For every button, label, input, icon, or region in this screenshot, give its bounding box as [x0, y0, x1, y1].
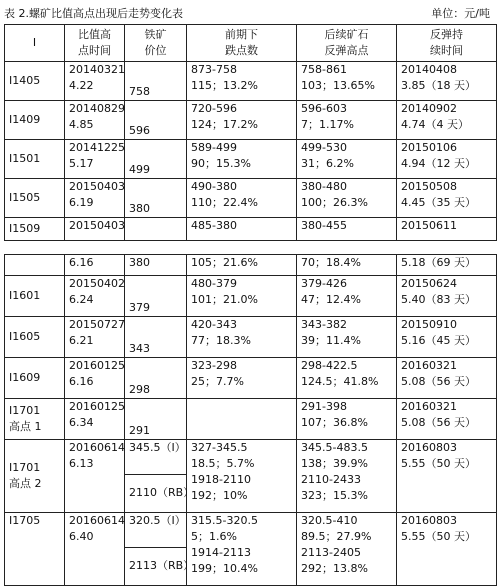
contract-cell-text: I1505	[9, 191, 41, 204]
table-row	[5, 358, 497, 399]
ore-price-rb: 2113（RB）	[129, 559, 195, 572]
rebound-high-cell-text: 380-480	[301, 180, 347, 193]
contract-cell-text: I1701	[9, 461, 41, 474]
ratio-time-cell-text: 5.17	[69, 157, 94, 170]
prior-drop-cell	[187, 218, 297, 241]
prior-drop-cell-text: 490-380	[191, 180, 237, 193]
ore-price-cell	[125, 399, 187, 440]
ore-price-cell-text: 343	[129, 342, 150, 355]
ratio-time-cell	[65, 513, 125, 586]
prior-drop-cell-text: 485-380	[191, 219, 237, 232]
rebound-high-cell-text: 345.5-483.5	[301, 441, 368, 454]
ratio-time-cell-text: 20150402	[69, 277, 125, 290]
rebound-duration-cell-text: 5.16（45 天）	[401, 334, 476, 347]
prior-drop-cell-text: 873-758	[191, 63, 237, 76]
prior-drop-cell	[187, 358, 297, 399]
header-ratio-time-text: 比值高	[78, 28, 111, 41]
header-rebound-duration-text: 反弹持	[430, 28, 463, 41]
ore-price-cell	[125, 440, 195, 513]
ore-price-cell	[125, 317, 187, 358]
ratio-time-cell	[65, 440, 125, 513]
table-part-2	[4, 254, 497, 586]
ratio-time-cell-text: 6.13	[69, 457, 94, 470]
ore-price-i: 320.5（I）	[125, 513, 186, 548]
ratio-time-cell-text: 20141225	[69, 141, 125, 154]
contract-cell	[5, 62, 65, 101]
ore-price-cell	[125, 358, 187, 399]
prior-drop-cell-text: 589-499	[191, 141, 237, 154]
prior-drop-cell-text: 124；17.2%	[191, 118, 258, 131]
contract-cell-text: 高点 1	[9, 420, 42, 433]
prior-drop-cell-text: 1914-2113	[191, 546, 251, 559]
contract-cell-text: I1601	[9, 289, 41, 302]
rebound-high-cell	[297, 513, 397, 586]
rebound-duration-cell-text: 5.55（50 天）	[401, 530, 476, 543]
rebound-duration-cell	[397, 218, 497, 241]
rebound-high-cell-text: 291-398	[301, 400, 347, 413]
contract-cell	[5, 140, 65, 179]
prior-drop-cell-text: 480-379	[191, 277, 237, 290]
header-ore-price	[125, 25, 187, 62]
header-ore-price-text: 价位	[144, 44, 167, 57]
ore-price-cell-text: 380	[129, 202, 150, 215]
rebound-duration-cell-text: 5.18（69 天）	[401, 256, 476, 269]
rebound-duration-cell-text: 20150910	[401, 318, 457, 331]
prior-drop-cell-text: 5；1.6%	[191, 530, 237, 543]
rebound-duration-cell-text: 20150106	[401, 141, 457, 154]
rebound-duration-cell-text: 20160321	[401, 359, 457, 372]
contract-cell-text: I1409	[9, 113, 41, 126]
rebound-duration-cell-text: 4.45（35 天）	[401, 196, 476, 209]
rebound-high-cell-text: 292；13.8%	[301, 562, 368, 575]
header-ratio-time-text: 点时间	[78, 44, 111, 57]
rebound-duration-cell	[397, 179, 497, 218]
ratio-time-cell-text: 4.22	[69, 79, 94, 92]
rebound-duration-cell-text: 20150624	[401, 277, 457, 290]
contract-cell-text: I1701	[9, 404, 41, 417]
ore-price-rb: 2110（RB）	[129, 486, 195, 499]
rebound-duration-cell-text: 5.08（56 天）	[401, 416, 476, 429]
rebound-high-cell-text: 499-530	[301, 141, 347, 154]
contract-cell	[5, 218, 65, 241]
rebound-duration-cell	[397, 440, 497, 513]
rebound-high-cell-text: 758-861	[301, 63, 347, 76]
contract-cell	[5, 358, 65, 399]
rebound-high-cell-text: 2110-2433	[301, 473, 361, 486]
header-contract-text: I	[32, 36, 37, 49]
rebound-duration-cell-text: 5.55（50 天）	[401, 457, 476, 470]
prior-drop-cell-text: 315.5-320.5	[191, 514, 258, 527]
rebound-high-cell-text: 47；12.4%	[301, 293, 361, 306]
prior-drop-cell-text: 18.5；5.7%	[191, 457, 255, 470]
ore-price-cell	[125, 276, 187, 317]
ratio-time-cell-text: 20140829	[69, 102, 125, 115]
header-prior-drop	[187, 25, 297, 62]
ratio-time-cell-text: 20150403	[69, 219, 125, 232]
rebound-duration-cell	[397, 513, 497, 586]
rebound-high-cell-text: 2113-2405	[301, 546, 361, 559]
rebound-duration-cell-text: 3.85（18 天）	[401, 79, 476, 92]
rebound-duration-cell	[397, 358, 497, 399]
table-row	[5, 101, 497, 140]
ore-price-cell	[125, 218, 187, 241]
rebound-duration-cell	[397, 317, 497, 358]
rebound-high-cell-text: 89.5；27.9%	[301, 530, 372, 543]
ore-price-cell-text: 291	[129, 424, 150, 437]
rebound-high-cell	[297, 255, 397, 276]
rebound-high-cell	[297, 399, 397, 440]
rebound-high-cell-text: 100；26.3%	[301, 196, 368, 209]
header-row	[5, 25, 497, 62]
ore-price-cell	[125, 255, 187, 276]
rebound-duration-cell	[397, 140, 497, 179]
rebound-high-cell-text: 39；11.4%	[301, 334, 361, 347]
prior-drop-cell-text: 720-596	[191, 102, 237, 115]
header-contract	[5, 25, 65, 62]
ratio-time-cell-text: 6.21	[69, 334, 94, 347]
prior-drop-cell-text: 323-298	[191, 359, 237, 372]
rebound-duration-cell	[397, 399, 497, 440]
prior-drop-cell	[187, 179, 297, 218]
prior-drop-cell	[187, 101, 297, 140]
contract-cell-text: I1501	[9, 152, 41, 165]
header-rebound-duration-text: 续时间	[430, 44, 463, 57]
ratio-time-cell	[65, 276, 125, 317]
contract-cell-text: I1605	[9, 330, 41, 343]
contract-cell	[5, 317, 65, 358]
ore-price-cell-text: 758	[129, 85, 150, 98]
prior-drop-cell-text: 327-345.5	[191, 441, 248, 454]
ratio-time-cell	[65, 317, 125, 358]
rebound-high-cell	[297, 358, 397, 399]
table-row	[5, 317, 497, 358]
rebound-duration-cell-text: 20160321	[401, 400, 457, 413]
ratio-time-cell-text: 20160125	[69, 400, 125, 413]
header-rebound-high	[297, 25, 397, 62]
prior-drop-cell-text: 199；10.4%	[191, 562, 258, 575]
rebound-high-cell-text: 596-603	[301, 102, 347, 115]
rebound-high-cell-text: 320.5-410	[301, 514, 358, 527]
rebound-high-cell-text: 379-426	[301, 277, 347, 290]
contract-cell	[5, 276, 65, 317]
ore-price-i: 345.5（I）	[125, 440, 186, 475]
rebound-high-cell	[297, 440, 397, 513]
ratio-time-cell-text: 20160125	[69, 359, 125, 372]
table-row	[5, 179, 497, 218]
ratio-time-cell-text: 4.85	[69, 118, 94, 131]
table-row	[5, 218, 497, 241]
prior-drop-cell-text: 101；21.0%	[191, 293, 258, 306]
ratio-time-cell-text: 6.34	[69, 416, 94, 429]
table-row	[5, 513, 497, 586]
rebound-high-cell-text: 298-422.5	[301, 359, 358, 372]
rebound-high-cell-text: 138；39.9%	[301, 457, 368, 470]
rebound-duration-cell	[397, 62, 497, 101]
prior-drop-cell	[187, 140, 297, 179]
rebound-duration-cell-text: 20150611	[401, 219, 457, 232]
ratio-time-cell-text: 6.16	[69, 375, 94, 388]
ratio-time-cell	[65, 399, 125, 440]
ore-price-cell-text: 499	[129, 163, 150, 176]
header-prior-drop-text: 跌点数	[225, 44, 258, 57]
table-caption	[4, 5, 496, 21]
rebound-duration-cell	[397, 276, 497, 317]
rebound-duration-cell-text: 4.74（4 天）	[401, 118, 469, 131]
ratio-time-cell-text: 20140321	[69, 63, 125, 76]
ratio-time-cell	[65, 358, 125, 399]
unit-label: 单位：元/吨	[431, 7, 490, 20]
table-row	[5, 62, 497, 101]
contract-cell	[5, 255, 65, 276]
contract-cell-text: 高点 2	[9, 477, 42, 490]
rebound-high-cell	[297, 317, 397, 358]
header-rebound-high-text: 反弹高点	[324, 44, 369, 57]
prior-drop-cell-text: 77；18.3%	[191, 334, 251, 347]
ratio-time-cell-text: 20150403	[69, 180, 125, 193]
prior-drop-cell-text: 192；10%	[191, 489, 248, 502]
rebound-duration-cell-text: 20140408	[401, 63, 457, 76]
header-rebound-duration	[397, 25, 497, 62]
table-row	[5, 276, 497, 317]
rebound-high-cell	[297, 179, 397, 218]
contract-cell	[5, 440, 65, 513]
ore-price-cell	[125, 62, 187, 101]
rebound-high-cell	[297, 218, 397, 241]
rebound-high-cell-text: 31；6.2%	[301, 157, 354, 170]
prior-drop-cell-text: 1918-2110	[191, 473, 251, 486]
prior-drop-cell	[187, 62, 297, 101]
header-ratio-time	[65, 25, 125, 62]
ore-price-cell	[125, 179, 187, 218]
rebound-duration-cell	[397, 101, 497, 140]
prior-drop-cell-text: 420-343	[191, 318, 237, 331]
ratio-time-cell	[65, 140, 125, 179]
header-prior-drop-text: 前期下	[225, 28, 258, 41]
ore-price-cell	[125, 101, 187, 140]
rebound-high-cell-text: 380-455	[301, 219, 347, 232]
rebound-high-cell-text: 343-382	[301, 318, 347, 331]
rebound-high-cell	[297, 140, 397, 179]
rebound-duration-cell-text: 4.94（12 天）	[401, 157, 476, 170]
prior-drop-cell	[187, 440, 297, 513]
header-ore-price-text: 铁矿	[144, 28, 167, 41]
ore-price-cell	[125, 513, 195, 586]
ratio-time-cell-text: 6.19	[69, 196, 94, 209]
ratio-time-cell	[65, 255, 125, 276]
contract-cell	[5, 399, 65, 440]
ratio-time-cell-text: 20160614	[69, 514, 125, 527]
ore-price-cell	[125, 140, 187, 179]
prior-drop-cell	[187, 399, 297, 440]
contract-cell-text: I1509	[9, 222, 41, 235]
ratio-time-cell-text: 6.40	[69, 530, 94, 543]
prior-drop-cell	[187, 276, 297, 317]
rebound-high-cell-text: 323；15.3%	[301, 489, 368, 502]
ore-price-cell-text: 596	[129, 124, 150, 137]
rebound-high-cell-text: 70；18.4%	[301, 256, 361, 269]
contract-cell-text: I1705	[9, 514, 41, 527]
rebound-duration-cell-text: 20160803	[401, 514, 457, 527]
header-rebound-high-text: 后续矿石	[324, 28, 369, 41]
table-part-1	[4, 24, 497, 241]
table-title: 表 2.螺矿比值高点出现后走势变化表	[4, 7, 183, 20]
rebound-duration-cell	[397, 255, 497, 276]
rebound-high-cell-text: 107；36.8%	[301, 416, 368, 429]
contract-cell-text: I1609	[9, 371, 41, 384]
ore-price-cell-text: 379	[129, 301, 150, 314]
prior-drop-cell	[187, 513, 297, 586]
prior-drop-cell	[187, 317, 297, 358]
ratio-time-cell-text: 6.16	[69, 256, 94, 269]
ratio-time-cell-text: 20150727	[69, 318, 125, 331]
ore-price-cell-text: 380	[129, 256, 150, 269]
rebound-high-cell-text: 103；13.65%	[301, 79, 375, 92]
ratio-time-cell-text: 6.24	[69, 293, 94, 306]
rebound-duration-cell-text: 20160803	[401, 441, 457, 454]
ratio-time-cell	[65, 179, 125, 218]
ratio-time-cell	[65, 218, 125, 241]
table-row	[5, 440, 497, 513]
ore-price-cell-text: 298	[129, 383, 150, 396]
contract-cell-text: I1405	[9, 74, 41, 87]
contract-cell	[5, 513, 65, 586]
rebound-high-cell	[297, 62, 397, 101]
ratio-time-cell	[65, 101, 125, 140]
prior-drop-cell-text: 25；7.7%	[191, 375, 244, 388]
rebound-high-cell	[297, 276, 397, 317]
rebound-duration-cell-text: 5.08（56 天）	[401, 375, 476, 388]
prior-drop-cell-text: 110；22.4%	[191, 196, 258, 209]
ratio-time-cell-text: 20160614	[69, 441, 125, 454]
ratio-time-cell	[65, 62, 125, 101]
prior-drop-cell-text: 115；13.2%	[191, 79, 258, 92]
contract-cell	[5, 101, 65, 140]
table-row	[5, 399, 497, 440]
rebound-duration-cell-text: 20150508	[401, 180, 457, 193]
prior-drop-cell-text: 105；21.6%	[191, 256, 258, 269]
prior-drop-cell-text: 90；15.3%	[191, 157, 251, 170]
contract-cell	[5, 179, 65, 218]
rebound-high-cell-text: 7；1.17%	[301, 118, 354, 131]
continuation-row	[5, 255, 497, 276]
rebound-duration-cell-text: 5.40（83 天）	[401, 293, 476, 306]
table-row	[5, 140, 497, 179]
rebound-duration-cell-text: 20140902	[401, 102, 457, 115]
rebound-high-cell	[297, 101, 397, 140]
rebound-high-cell-text: 124.5；41.8%	[301, 375, 379, 388]
prior-drop-cell	[187, 255, 297, 276]
